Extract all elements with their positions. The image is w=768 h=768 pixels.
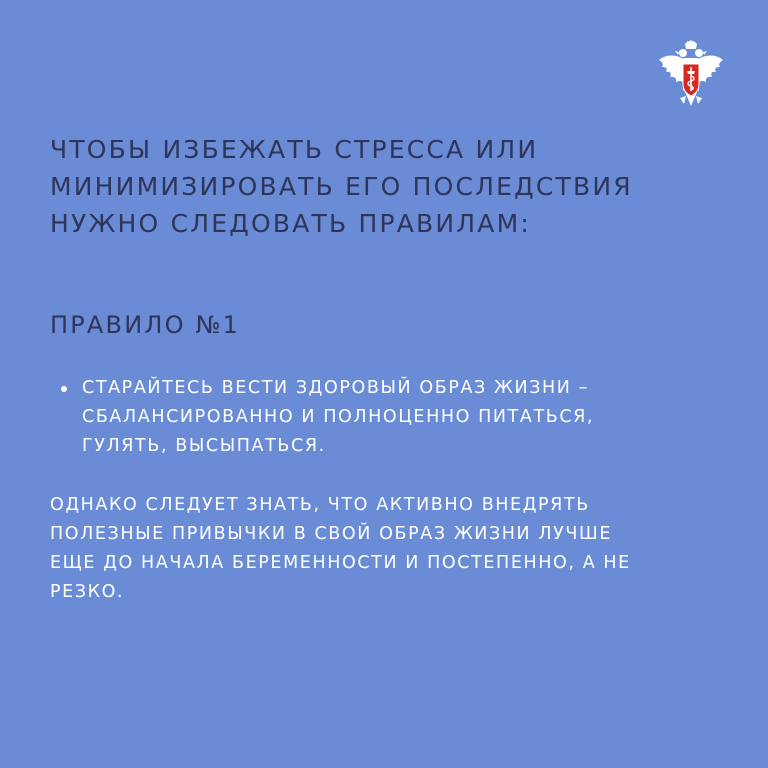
note-line: РЕЗКО. — [50, 582, 125, 602]
bullet-dot-icon — [61, 386, 67, 392]
page-heading — [50, 131, 740, 242]
note-paragraph — [50, 491, 750, 607]
heading-line: МИНИМИЗИРОВАТЬ ЕГО ПОСЛЕДСТВИЯ — [50, 172, 633, 201]
note-line: ЕЩЕ ДО НАЧАЛА БЕРЕМЕННОСТИ И ПОСТЕПЕННО, А НЕ — [50, 553, 631, 573]
list-item — [60, 374, 740, 461]
rule-title: ПРАВИЛО №1 — [50, 311, 241, 339]
heading-line: ЧТОБЫ ИЗБЕЖАТЬ СТРЕССА ИЛИ — [50, 135, 539, 164]
eagle-emblem-icon — [656, 40, 726, 114]
bullet-line: СБАЛАНСИРОВАННО И ПОЛНОЦЕННО ПИТАТЬСЯ, — [82, 407, 595, 427]
bullet-line: СТАРАЙТЕСЬ ВЕСТИ ЗДОРОВЫЙ ОБРАЗ ЖИЗНИ – — [82, 378, 589, 398]
heading-line: НУЖНО СЛЕДОВАТЬ ПРАВИЛАМ: — [50, 209, 531, 238]
bullet-line: ГУЛЯТЬ, ВЫСЫПАТЬСЯ. — [82, 436, 326, 456]
rule-bullet-list — [60, 374, 740, 461]
note-line: ПОЛЕЗНЫЕ ПРИВЫЧКИ В СВОЙ ОБРАЗ ЖИЗНИ ЛУЧШЕ — [50, 524, 612, 544]
note-line: ОДНАКО СЛЕДУЕТ ЗНАТЬ, ЧТО АКТИВНО ВНЕДРЯТЬ — [50, 495, 590, 515]
